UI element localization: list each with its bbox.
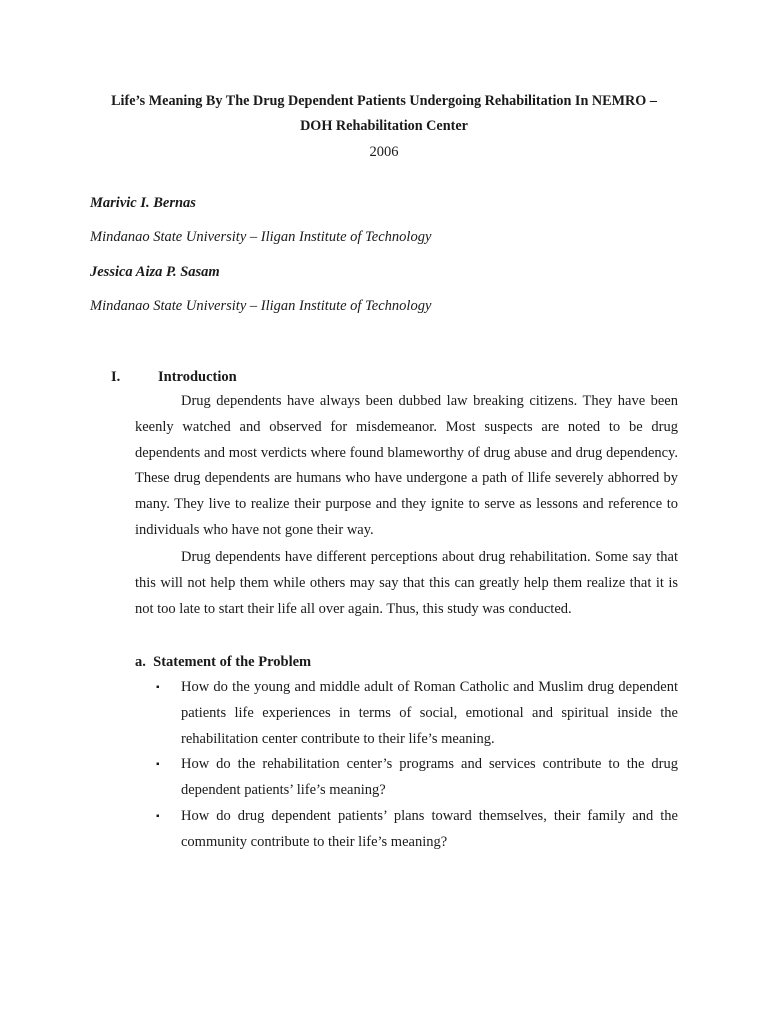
list-item-text: How do the rehabilitation center’s programs and services contribute to the drug dependent patients’ life’s meaning?: [181, 756, 678, 799]
author-affiliation-1: Mindanao State University – Iligan Institute of Technology: [90, 229, 432, 245]
section-heading: Introduction: [158, 369, 237, 385]
list-item-text: How do drug dependent patients’ plans toward themselves, their family and the community contribute to their life’s meaning?: [181, 807, 678, 850]
list-item: [135, 675, 678, 752]
paper-title-line-2: DOH Rehabilitation Center: [300, 118, 468, 134]
problem-list: [135, 675, 678, 856]
section-number: I.: [111, 369, 121, 385]
intro-paragraph-2: Drug dependents have different perceptions about drug rehabilitation. Some say that this will not help them while others may say that this can greatly help them realize that it is not too late to start their life all over again. Thus, this study was conducted.: [135, 549, 678, 617]
author-name-2: Jessica Aiza P. Sasam: [90, 264, 220, 280]
publication-year: 2006: [369, 144, 399, 160]
subsection-heading: a. Statement of the Problem: [135, 654, 312, 670]
paper-title-line-1: Life’s Meaning By The Drug Dependent Patients Undergoing Rehabilitation In NEMRO –: [111, 93, 657, 109]
square-bullet-icon: ▪: [156, 682, 160, 693]
author-affiliation-2: Mindanao State University – Iligan Institute of Technology: [90, 298, 432, 314]
square-bullet-icon: ▪: [156, 810, 160, 822]
intro-paragraph-1: Drug dependents have always been dubbed law breaking citizens. They have been keenly watched and observed for misdemeanor. Most suspects are noted to be drug dependents and most verdicts where found blameworthy of drug abuse and drug dependency. These drug dependents are humans who have undergone a path of llife severely abhorred by many. They live to realize their purpose and they ignite to serve as lessons and reference to individuals who have not gone their way.: [135, 393, 678, 538]
list-item: [135, 804, 678, 856]
author-name-1: Marivic I. Bernas: [90, 195, 196, 211]
list-item: [135, 752, 678, 804]
square-bullet-icon: ▪: [156, 759, 160, 771]
list-item-text: How do the young and middle adult of Roman Catholic and Muslim drug dependent patients life experiences in terms of social, emotional and spiritual inside the rehabilitation center contribute to their life’s meaning.: [181, 679, 678, 747]
